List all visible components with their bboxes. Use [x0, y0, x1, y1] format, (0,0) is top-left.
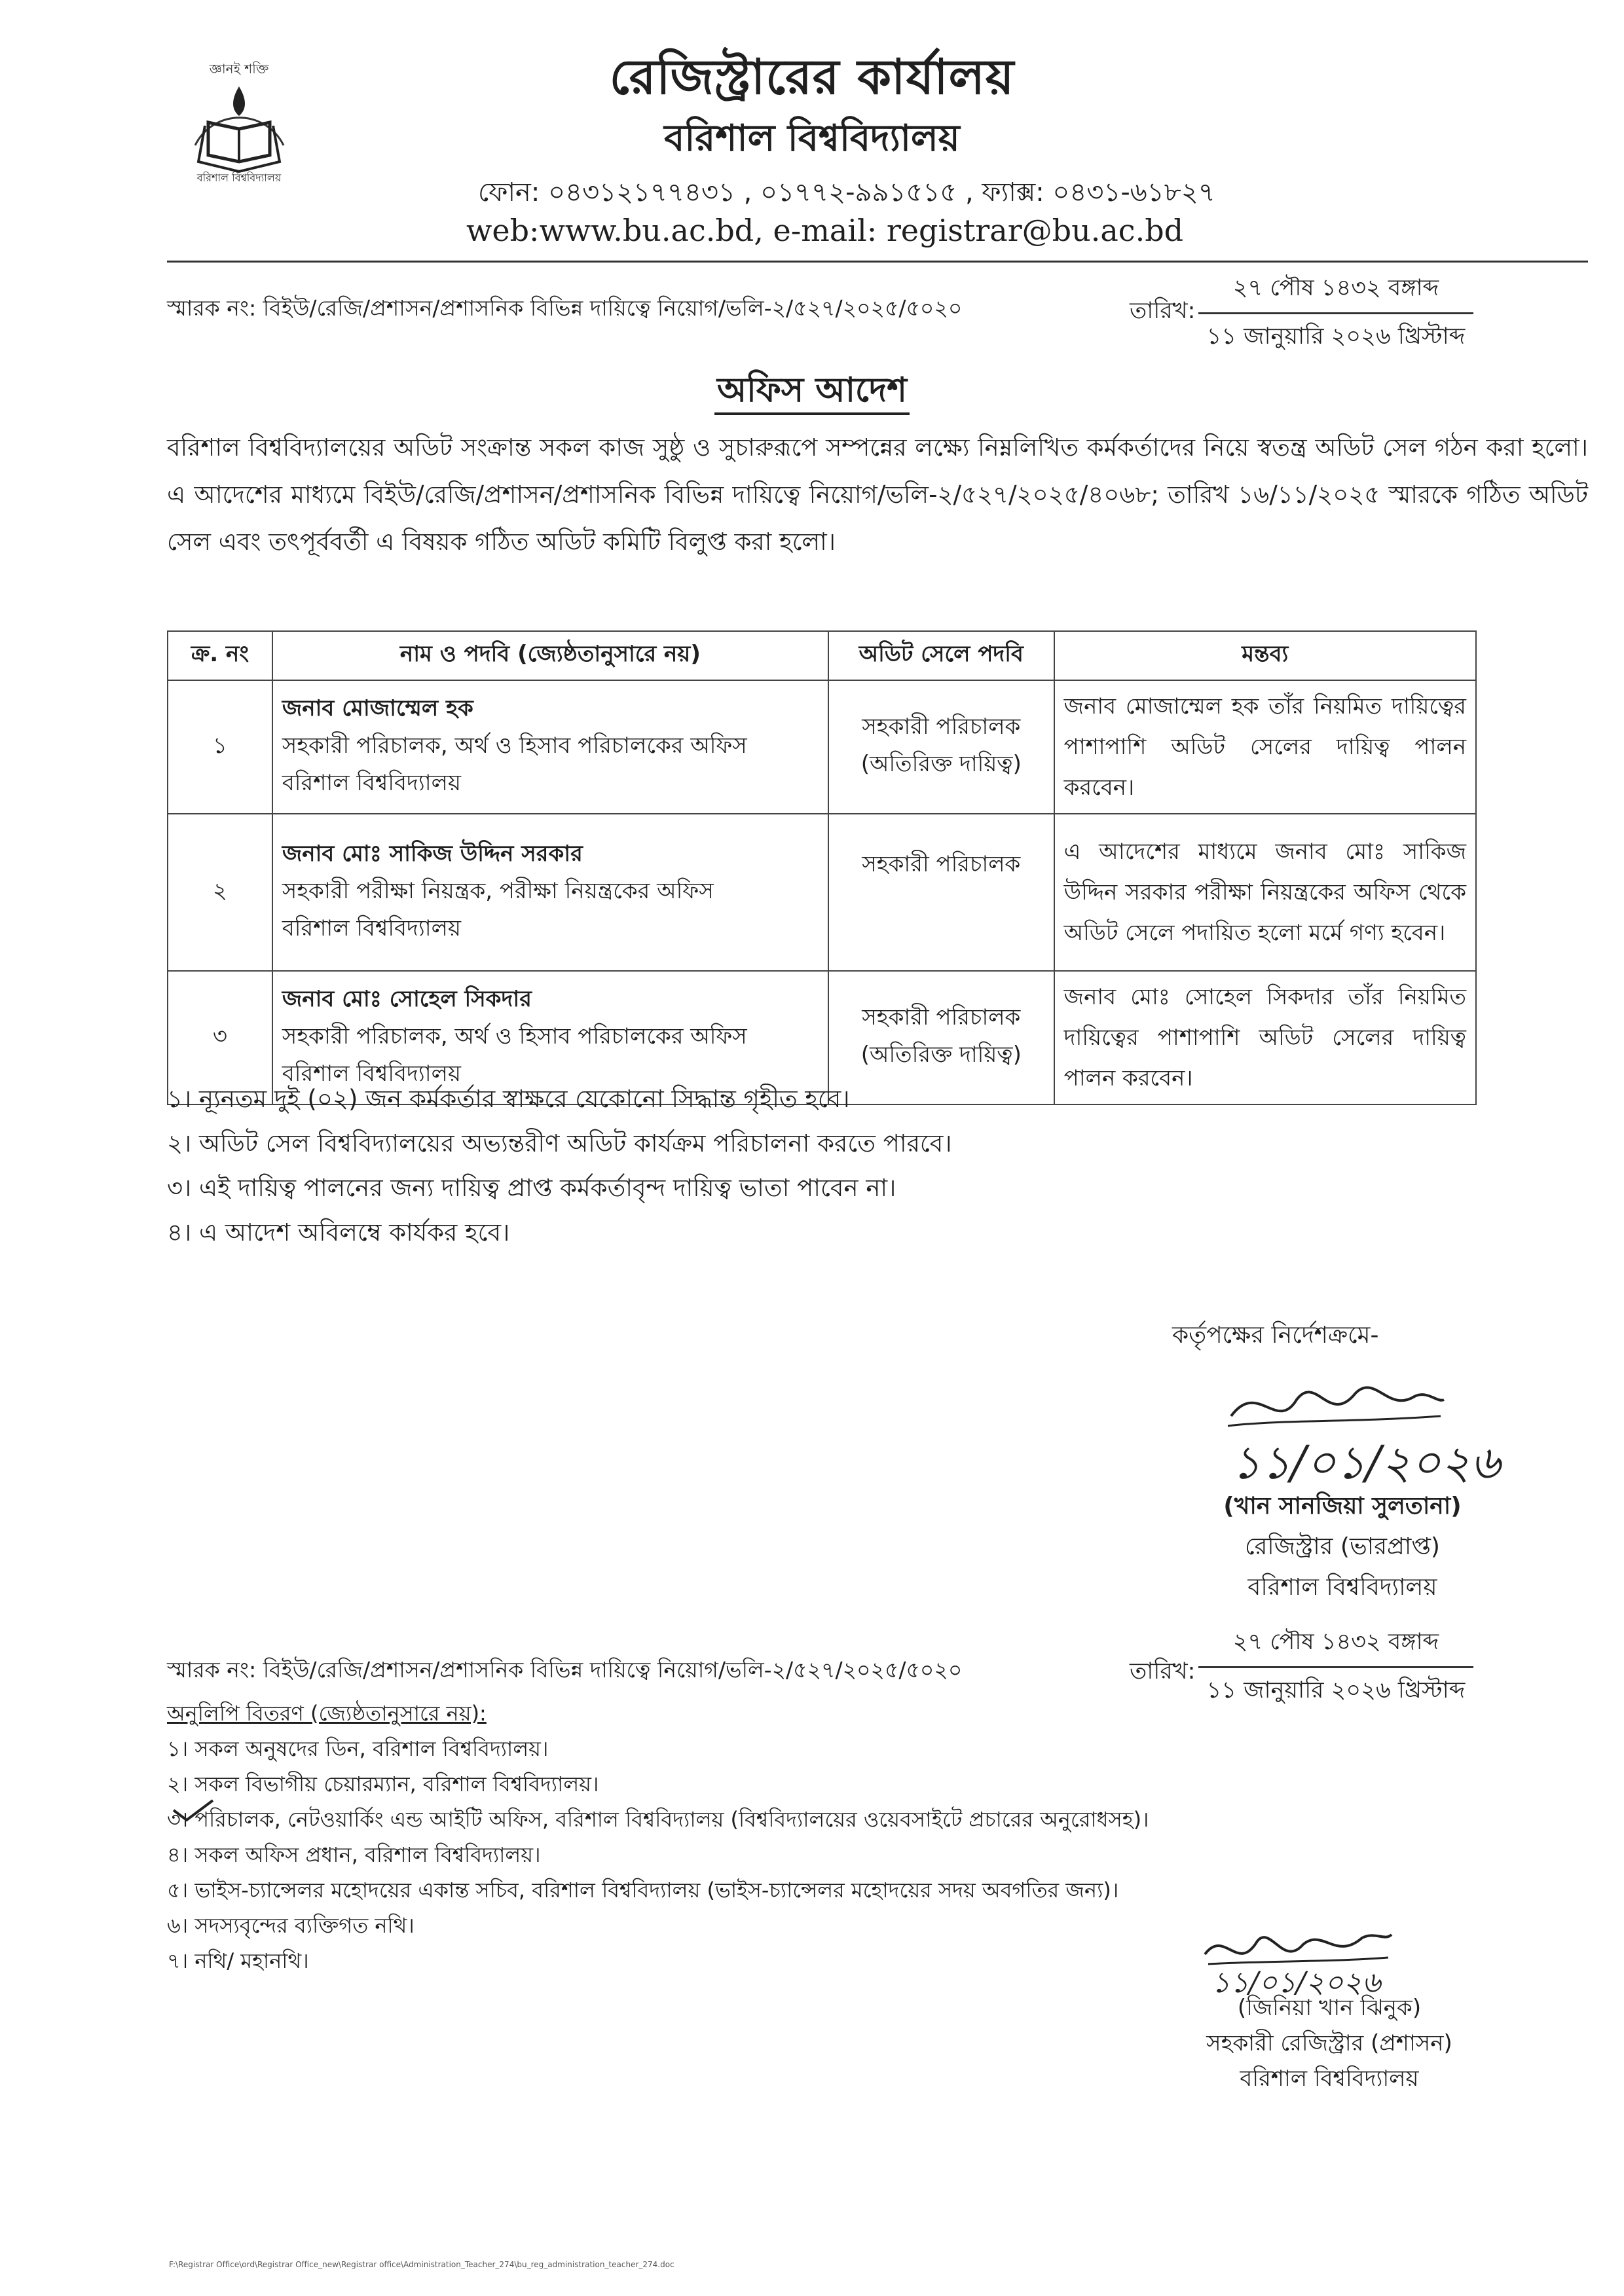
person-institution: বরিশাল বিশ্ববিদ্যালয়: [282, 915, 461, 941]
row-remark: এ আদেশের মাধ্যমে জনাব মোঃ সাকিজ উদ্দিন সরকার পরীক্ষা নিয়ন্ত্রকের অফিস থেকে অডিট সেলে পদায়িত হলো মর্মে গণ্য হবেন।: [1054, 814, 1476, 971]
memo-date-bangla: ২৭ পৌষ ১৪৩২ বঙ্গাব্দ: [1198, 270, 1473, 314]
note-item: ১। ন্যূনতম দুই (০২) জন কর্মকর্তার স্বাক্ষরে যেকোনো সিদ্ধান্ত গৃহীত হবে।: [167, 1085, 850, 1113]
copy-date-bangla: ২৭ পৌষ ১৪৩২ বঙ্গাব্দ: [1198, 1624, 1473, 1668]
signatory-2-name: (জিনিয়া খান ঝিনুক): [1237, 1995, 1422, 2021]
signature-2-date: ১১/০১/২০২৬: [1211, 1966, 1381, 1999]
person-institution: বরিশাল বিশ্ববিদ্যালয়: [282, 769, 461, 796]
list-item: ৭। নথি/ মহানথি।: [167, 1948, 309, 1973]
tick-mark-icon: [170, 1797, 216, 1823]
person-designation: সহকারী পরীক্ষা নিয়ন্ত্রক, পরীক্ষা নিয়ন্ত্রকের অফিস: [282, 877, 714, 904]
person-name: জনাব মোজাম্মেল হক: [282, 695, 473, 721]
memo-date: [1198, 270, 1473, 357]
copy-date: [1198, 1624, 1473, 1711]
signatory-1-block: [1172, 1486, 1513, 1608]
note-item: ২। অডিট সেল বিশ্ববিদ্যালয়ের অভ্যন্তরীণ অডিট কার্যক্রম পরিচালনা করতে পারবে।: [167, 1129, 952, 1157]
header-divider: [167, 261, 1588, 263]
row-remark: জনাব মোঃ সোহেল সিকদার তাঁর নিয়মিত দায়িত্বের পাশাপাশি অডিট সেলের দায়িত্ব পালন করবেন।: [1054, 971, 1476, 1104]
cell-post-note: (অতিরিক্ত দায়িত্ব): [860, 751, 1022, 777]
office-title: রেজিস্ট্রারের কার্যালয়: [609, 49, 1015, 105]
row-person: [272, 680, 828, 814]
memo-ref: স্মারক নং: বিইউ/রেজি/প্রশাসন/প্রশাসনিক বিভিন্ন দায়িত্বে নিয়োগ/ভলি-২/৫২৭/২০২৫/৫০২০: [167, 295, 963, 321]
person-name: জনাব মোঃ সোহেল সিকদার: [282, 985, 532, 1012]
person-designation: সহকারী পরিচালক, অর্থ ও হিসাব পরিচালকের অফিস: [282, 1023, 747, 1049]
phone-line: ফোন: ০৪৩১২১৭৭৪৩১ , ০১৭৭২-৯৯১৫১৫ , ফ্যাক্স: ০৪৩১-৬১৮২৭: [478, 177, 1215, 208]
signatory-2-title: সহকারী রেজিস্ট্রার (প্রশাসন): [1206, 2030, 1452, 2056]
row-serial: ৩: [168, 971, 272, 1104]
copy-date-english: ১১ জানুয়ারি ২০২৬ খ্রিস্টাব্দ: [1206, 1677, 1466, 1704]
cell-post-note: (অতিরিক্ত দায়িত্ব): [860, 1042, 1022, 1068]
cell-post: সহকারী পরিচালক: [862, 714, 1021, 740]
row-serial: ১: [168, 680, 272, 814]
note-item: ৪। এ আদেশ অবিলম্বে কার্যকর হবে।: [167, 1218, 510, 1247]
logo-caption: বরিশাল বিশ্ববিদ্যালয়: [196, 172, 282, 184]
header-cell-post: অডিট সেলে পদবি: [828, 631, 1054, 680]
signatory-2-institution: বরিশাল বিশ্ববিদ্যালয়: [1240, 2066, 1419, 2092]
cell-post: সহকারী পরিচালক: [862, 851, 1021, 877]
list-item: ৬। সদস্যবৃন্দের ব্যক্তিগত নথি।: [167, 1913, 415, 1938]
signatory-2-block: [1159, 1990, 1500, 2096]
signature-1-date: ১১/০১/২০২৬: [1231, 1436, 1501, 1489]
copy-memo-ref: স্মারক নং: বিইউ/রেজি/প্রশাসন/প্রশাসনিক বিভিন্ন দায়িত্বে নিয়োগ/ভলি-২/৫২৭/২০২৫/৫০২০: [167, 1657, 963, 1683]
table-row: [168, 814, 1476, 971]
list-item: ৪। সকল অফিস প্রধান, বরিশাল বিশ্ববিদ্যালয়।: [167, 1842, 541, 1867]
order-heading: [0, 363, 1624, 420]
row-cell-post: [828, 680, 1054, 814]
distribution-heading: অনুলিপি বিতরণ (জ্যেষ্ঠতানুসারে নয়):: [167, 1701, 487, 1726]
header-remark: মন্তব্য: [1054, 631, 1476, 680]
person-institution: বরিশাল বিশ্ববিদ্যালয়: [282, 1060, 461, 1087]
row-cell-post: [828, 814, 1054, 971]
person-designation: সহকারী পরিচালক, অর্থ ও হিসাব পরিচালকের অফিস: [282, 732, 747, 759]
logo-motto: জ্ঞানই শক্তি: [209, 61, 269, 77]
list-item: ১। সকল অনুষদের ডিন, বরিশাল বিশ্ববিদ্যালয়।: [167, 1736, 549, 1761]
list-item: ৫। ভাইস-চ্যান্সেলর মহোদয়ের একান্ত সচিব, বরিশাল বিশ্ববিদ্যালয় (ভাইস-চ্যান্সেলর মহোদয়ের সদয় অবগতির জন্য)।: [167, 1878, 1119, 1903]
header-serial: ক্র. নং: [168, 631, 272, 680]
university-name: বরিশাল বিশ্ববিদ্যালয়: [664, 117, 960, 160]
row-person: [272, 814, 828, 971]
cell-post: সহকারী পরিচালক: [862, 1004, 1021, 1030]
audit-cell-table: [167, 630, 1477, 1105]
person-name: জনাব মোঃ সাকিজ উদ্দিন সরকার: [282, 840, 583, 867]
web-line: web:www.bu.ac.bd, e-mail: registrar@bu.ac.bd: [466, 213, 1184, 248]
signatory-1-name: (খান সানজিয়া সুলতানা): [1223, 1493, 1462, 1520]
file-path-footer: F:\Registrar Office\ord\Registrar Office_new\Registrar office\Administration_Teacher_274\bu_reg_administration_teacher_274.doc: [169, 2260, 674, 2269]
list-item: ২। সকল বিভাগীয় চেয়ারম্যান, বরিশাল বিশ্ববিদ্যালয়।: [167, 1772, 599, 1796]
copy-date-label: তারিখ:: [1130, 1658, 1196, 1685]
list-item: ৩। পরিচালক, নেটওয়ার্কিং এন্ড আইটি অফিস, বরিশাল বিশ্ববিদ্যালয় (বিশ্ববিদ্যালয়ের ওয়েবসাইটে প্রচারের অনুরোধসহ)।: [167, 1807, 1149, 1832]
table-row: [168, 680, 1476, 814]
memo-date-english: ১১ জানুয়ারি ২০২৬ খ্রিস্টাব্দ: [1206, 323, 1466, 350]
row-remark: জনাব মোজাম্মেল হক তাঁর নিয়মিত দায়িত্বের পাশাপাশি অডিট সেলের দায়িত্ব পালন করবেন।: [1054, 680, 1476, 814]
note-item: ৩। এই দায়িত্ব পালনের জন্য দায়িত্ব প্রাপ্ত কর্মকর্তাবৃন্দ দায়িত্ব ভাতা পাবেন না।: [167, 1174, 896, 1202]
distribution-list: [167, 1696, 1149, 1978]
memo-date-label: তারিখ:: [1130, 298, 1196, 324]
signatory-1-institution: বরিশাল বিশ্ববিদ্যালয়: [1247, 1574, 1437, 1601]
header-name: নাম ও পদবি (জ্যেষ্ঠতানুসারে নয়): [272, 631, 828, 680]
row-serial: ২: [168, 814, 272, 971]
order-paragraph: বরিশাল বিশ্ববিদ্যালয়ের অডিট সংক্রান্ত সকল কাজ সুষ্ঠু ও সুচারুরূপে সম্পন্নের লক্ষ্যে নিম্নলিখিত কর্মকর্তাদের নিয়ে স্বতন্ত্র অডিট সেল গঠন করা হলো। এ আদেশের মাধ্যমে বিইউ/রেজি/প্রশাসন/প্রশাসনিক বিভিন্ন দায়িত্বে নিয়োগ/ভলি-২/৫২৭/২০২৫/৪০৬৮; তারিখ ১৬/১১/২০২৫ স্মারকে গঠিত অডিট সেল এবং তৎপূর্ববর্তী এ বিষয়ক গঠিত অডিট কমিটি বিলুপ্ত করা হলো।: [167, 433, 1588, 556]
order-heading-text: অফিস আদেশ: [714, 371, 910, 415]
table-header-row: [168, 631, 1476, 680]
order-notes: [167, 1077, 952, 1255]
authority-line: কর্তৃপক্ষের নির্দেশক্রমে-: [1172, 1322, 1379, 1349]
signatory-1-title: রেজিস্ট্রার (ভারপ্রাপ্ত): [1245, 1533, 1440, 1560]
